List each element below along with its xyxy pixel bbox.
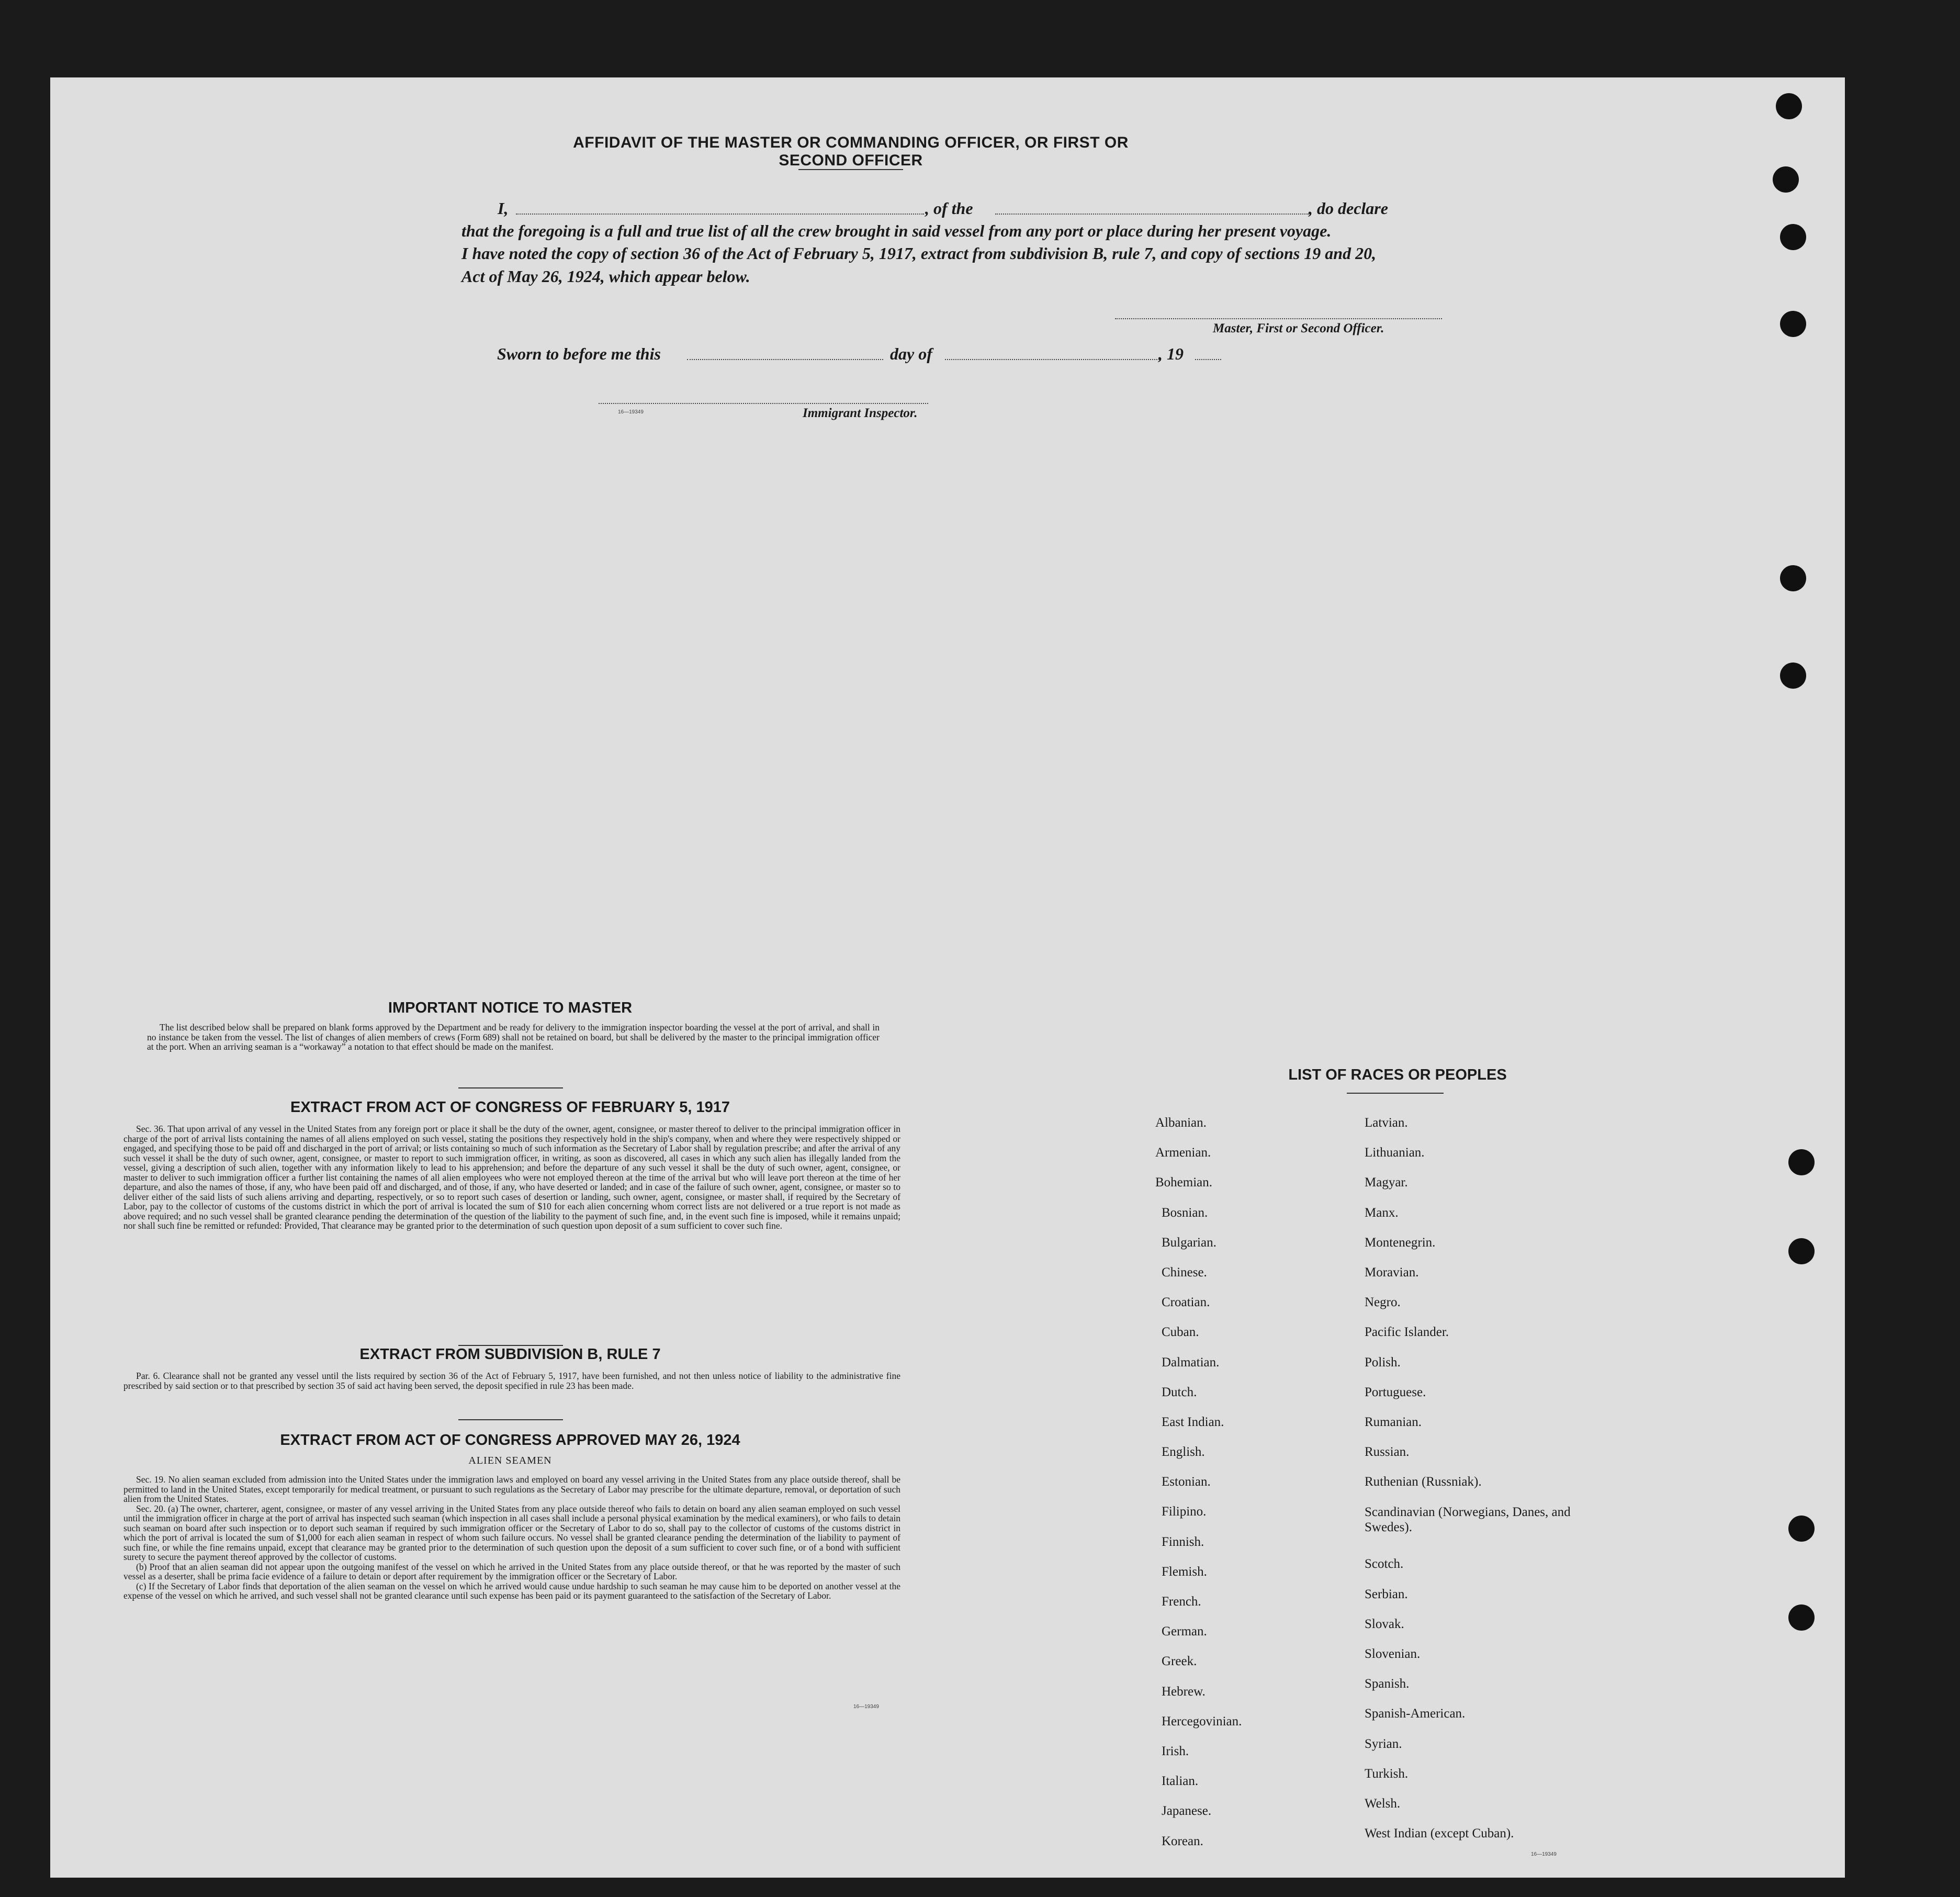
race-item: French. bbox=[1162, 1595, 1201, 1609]
inspector-signature-line bbox=[599, 403, 928, 404]
act-1924-sec-20c: (c) If the Secretary of Labor finds that deportation of the alien seaman on the vessel on which he arrived would cause undue hardship to such seaman he may cause him to be deported on another vessel at the expense of the vessel on which he arrived, and such vessel shall not be granted clearance until such expense has been paid or its payment guaranteed to the satisfaction of the Secretary of Labor. bbox=[123, 1580, 900, 1601]
race-item: Polish. bbox=[1365, 1355, 1401, 1370]
title-underline bbox=[798, 169, 903, 170]
sworn-label: Sworn to before me this bbox=[497, 344, 661, 363]
act-1924-text bbox=[123, 1475, 900, 1601]
race-item: Serbian. bbox=[1365, 1587, 1408, 1601]
race-item: Manx. bbox=[1365, 1205, 1399, 1220]
race-item: Ruthenian (Russniak). bbox=[1365, 1475, 1482, 1489]
rule-7-title: EXTRACT FROM SUBDIVISION B, RULE 7 bbox=[359, 1346, 661, 1363]
affidavit-form-number: 16—19349 bbox=[618, 409, 644, 415]
stray-marks bbox=[1091, 569, 1096, 587]
affidavit-line-2: I have noted the copy of section 36 of the Act of February 5, 1917, extract from subdivision B, rule 7, and copy of sections 19 and 20, bbox=[461, 244, 1377, 263]
race-item: Korean. bbox=[1162, 1834, 1203, 1848]
race-item: Russian. bbox=[1365, 1445, 1410, 1460]
races-form-number: 16—19349 bbox=[1531, 1851, 1557, 1857]
race-item: Scotch. bbox=[1365, 1557, 1404, 1572]
act-1924-form-number: 16—19349 bbox=[853, 1704, 879, 1710]
sworn-day-blank bbox=[687, 359, 883, 360]
punch-hole bbox=[1788, 1149, 1815, 1175]
race-item: Syrian. bbox=[1365, 1736, 1402, 1751]
race-item: Flemish. bbox=[1162, 1564, 1207, 1579]
declaration-i: I, bbox=[498, 199, 509, 218]
race-item: Estonian. bbox=[1162, 1475, 1211, 1489]
race-item: Filipino. bbox=[1162, 1505, 1207, 1519]
act-1924-sec-19: Sec. 19. No alien seaman excluded from admission into the United States under the immigration laws and employed on board any vessel arriving in the United States from any place outside thereof, shall be permitted to land in the United States, except temporarily for medical treatment, or pursuant to such regulations as the Secretary of Labor may prescribe for the ultimate departure, removal, or deportation of such alien from the United States. bbox=[123, 1474, 900, 1504]
day-of-label: day of bbox=[890, 344, 932, 363]
year-label: , 19 bbox=[1158, 344, 1184, 363]
punch-hole bbox=[1788, 1604, 1815, 1631]
race-item: Greek. bbox=[1162, 1654, 1197, 1669]
race-item: Slovenian. bbox=[1365, 1647, 1421, 1661]
notice-title: IMPORTANT NOTICE TO MASTER bbox=[388, 1000, 633, 1016]
race-item: Japanese. bbox=[1162, 1804, 1212, 1819]
inspector-label: Immigrant Inspector. bbox=[803, 406, 918, 420]
act-1917-title: EXTRACT FROM ACT OF CONGRESS OF FEBRUARY 5, 1917 bbox=[290, 1099, 730, 1116]
master-signature-label: Master, First or Second Officer. bbox=[1213, 321, 1384, 335]
race-item: East Indian. bbox=[1162, 1415, 1224, 1429]
rule-7-text bbox=[123, 1371, 900, 1390]
race-item: Welsh. bbox=[1365, 1796, 1401, 1811]
race-item: Hercegovinian. bbox=[1162, 1714, 1242, 1728]
punch-hole bbox=[1773, 166, 1799, 193]
races-title: LIST OF RACES OR PEOPLES bbox=[1288, 1067, 1507, 1083]
race-item: Spanish-American. bbox=[1365, 1707, 1466, 1721]
name-blank bbox=[516, 214, 924, 215]
race-item: Dalmatian. bbox=[1162, 1355, 1220, 1370]
race-item: Bulgarian. bbox=[1162, 1235, 1216, 1250]
rule-7-par-6: Par. 6. Clearance shall not be granted any vessel until the lists required by section 36 of the Act of February 5, 1917, have been furnished, and not then unless notice of liability to the administrative fine prescribed by said section or to that prescribed by section 35 of said act having been served, the deposit specified in rule 23 has been made. bbox=[123, 1371, 900, 1391]
act-1924-title: EXTRACT FROM ACT OF CONGRESS APPROVED MAY 26, 1924 bbox=[280, 1432, 740, 1449]
affidavit-line-1: that the foregoing is a full and true list of all the crew brought in said vessel from any port or place during her present voyage. bbox=[461, 221, 1332, 240]
declaration-do-declare: , do declare bbox=[1309, 199, 1388, 218]
race-item: Hebrew. bbox=[1162, 1684, 1206, 1699]
punch-hole bbox=[1776, 93, 1802, 119]
notice-paragraph: The list described below shall be prepared on blank forms approved by the Department and be ready for delivery to the immigration inspector boarding the vessel at the port of arrival, and shall in no instance be taken from the vessel. The list of changes of alien members of crews (Form 689) shall not be retained on board, but shall be delivered by the master to the principal immigration officer at the port. When an arriving seaman is a “workaway” a notation to that effect should be made on the manifest. bbox=[147, 1022, 880, 1052]
race-item: Magyar. bbox=[1365, 1175, 1408, 1190]
bleed-through-number bbox=[129, 214, 135, 240]
declaration-of-the: , of the bbox=[925, 199, 973, 218]
race-item: Latvian. bbox=[1365, 1116, 1408, 1130]
race-item: Armenian. bbox=[1155, 1146, 1211, 1160]
race-item: Lithuanian. bbox=[1365, 1146, 1425, 1160]
race-item: Bohemian. bbox=[1155, 1175, 1213, 1190]
punch-hole bbox=[1780, 224, 1806, 250]
race-item: German. bbox=[1162, 1624, 1207, 1639]
race-item: Pacific Islander. bbox=[1365, 1325, 1449, 1340]
rule-7-divider bbox=[458, 1419, 563, 1420]
race-item: Slovak. bbox=[1365, 1617, 1404, 1631]
race-item: Montenegrin. bbox=[1365, 1235, 1436, 1250]
affidavit-title: AFFIDAVIT OF THE MASTER OR COMMANDING OFFICER, OR FIRST OR SECOND OFFICER bbox=[573, 134, 1129, 169]
act-1924-sec-20a: Sec. 20. (a) The owner, charterer, agent, consignee, or master of any vessel arriving in the United States from any place outside thereof who fails to detain on board any alien seaman employed on such vessel until the immigration officer in charge at the port of arrival has inspected such seaman (which inspection in all cases shall include a personal physical examination by the medical examiners), or who fails to detain such seaman on board after such inspection or to deport such seaman if required by such immigration officer or the Secretary of Labor to do so, shall pay to the collector of customs of the customs district in which the port of arrival is located the sum of $1,000 for each alien seaman in respect of whom such failure occurs. No vessel shall be granted clearance pending the determination of the liability to payment of such fine, or while the fine remains unpaid, except that clearance may be granted prior to the determination of such question upon the deposit of a sum sufficient to cover such fine, or of a bond with sufficient surety to secure the payment thereof approved by the collector of customs. bbox=[123, 1503, 900, 1562]
race-item: Croatian. bbox=[1162, 1295, 1210, 1310]
sworn-month-blank bbox=[945, 359, 1159, 360]
race-item: Rumanian. bbox=[1365, 1415, 1422, 1429]
act-1924-sec-20b: (b) Proof that an alien seaman did not appear upon the outgoing manifest of the vessel on which he arrived in the United States from any place outside thereof, or that he was reported by the master of such vessel as a deserter, shall be prima facie evidence of a failure to detain or deport after requirement by the immigration officer or the Secretary of Labor. bbox=[123, 1561, 900, 1581]
act-1924-subtitle: ALIEN SEAMEN bbox=[468, 1455, 552, 1466]
punch-hole bbox=[1780, 565, 1806, 591]
race-item: Scandinavian (Norwegians, Danes, and Swedes). bbox=[1365, 1505, 1571, 1535]
races-divider bbox=[1347, 1093, 1444, 1094]
race-item: Spanish. bbox=[1365, 1677, 1410, 1691]
punch-hole bbox=[1788, 1516, 1815, 1542]
races-column-2 bbox=[1365, 1116, 1584, 1856]
races-column-1 bbox=[1155, 1116, 1242, 1864]
punch-hole bbox=[1780, 311, 1806, 337]
race-item: Dutch. bbox=[1162, 1385, 1197, 1399]
race-item: Bosnian. bbox=[1162, 1205, 1208, 1220]
document-sheet bbox=[50, 77, 1845, 1878]
race-item: Italian. bbox=[1162, 1774, 1199, 1789]
race-item: Negro. bbox=[1365, 1295, 1401, 1310]
act-1917-sec-36: Sec. 36. That upon arrival of any vessel in the United States from any foreign port or place it shall be the duty of the owner, agent, consignee, or master thereof to deliver to the principal immigration officer in charge of the port of arrival lists containing the names of all aliens employed on such vessel, stating the positions they respectively hold in the ship's company, when and where they were respectively shipped or engaged, and specifying those to be paid off and discharged in the port of arrival; or lists containing so much of such information as the Secretary of Labor shall by regulation prescribe; and after the arrival of any such vessel it shall be the duty of such owner, agent, consignee, or master to report to such immigration officer, in writing, as soon as discovered, all cases in which any such alien has illegally landed from the vessel, giving a description of such alien, together with any information likely to lead to his apprehension; and before the departure of any such vessel it shall be the duty of such owner, agent, consignee, or master to deliver to such immigration officer a further list containing the names of all alien employees who were not employed thereon at the time of the arrival but who will leave port thereon at the time of her departure, and also the names of those, if any, who have been paid off and discharged, and of those, if any, who have deserted or landed; and in case of the failure of such owner, agent, consignee, or master so to deliver either of the said lists of such aliens arriving and departing, respectively, or so to report such cases of desertion or landing, such owner, agent, consignee, or master shall, if required by the Secretary of Labor, pay to the collector of customs of the customs district in which the port of arrival is located the sum of $10 for each alien concerning whom correct lists are not delivered or a true report is not made as above required; and no such vessel shall be granted clearance pending the determination of the question of the liability to the payment of such fine, and, in the event such fine is imposed, while it remains unpaid; nor shall such fine be remitted or refunded: Provided, That clearance may be granted prior to the determination of such question upon deposit of a sum sufficient to cover such fine. bbox=[123, 1124, 900, 1231]
race-item: Cuban. bbox=[1162, 1325, 1199, 1340]
race-item: Irish. bbox=[1162, 1744, 1189, 1758]
race-item: Finnish. bbox=[1162, 1534, 1204, 1549]
position-blank bbox=[995, 214, 1309, 215]
master-signature-line bbox=[1115, 318, 1442, 319]
act-1917-text bbox=[123, 1124, 900, 1231]
race-item: Portuguese. bbox=[1365, 1385, 1426, 1399]
bleed-through-text bbox=[385, 125, 391, 150]
sworn-year-blank bbox=[1195, 359, 1221, 360]
affidavit-line-3: Act of May 26, 1924, which appear below. bbox=[461, 267, 750, 286]
race-item: Chinese. bbox=[1162, 1265, 1207, 1279]
punch-hole bbox=[1788, 1238, 1815, 1264]
race-item: English. bbox=[1162, 1445, 1205, 1460]
race-item: Moravian. bbox=[1365, 1265, 1419, 1279]
punch-hole bbox=[1780, 663, 1806, 689]
notice-text bbox=[147, 1023, 880, 1052]
notice-divider bbox=[458, 1087, 563, 1088]
race-item: Albanian. bbox=[1155, 1116, 1207, 1130]
race-item: West Indian (except Cuban). bbox=[1365, 1826, 1514, 1841]
race-item: Turkish. bbox=[1365, 1766, 1409, 1781]
